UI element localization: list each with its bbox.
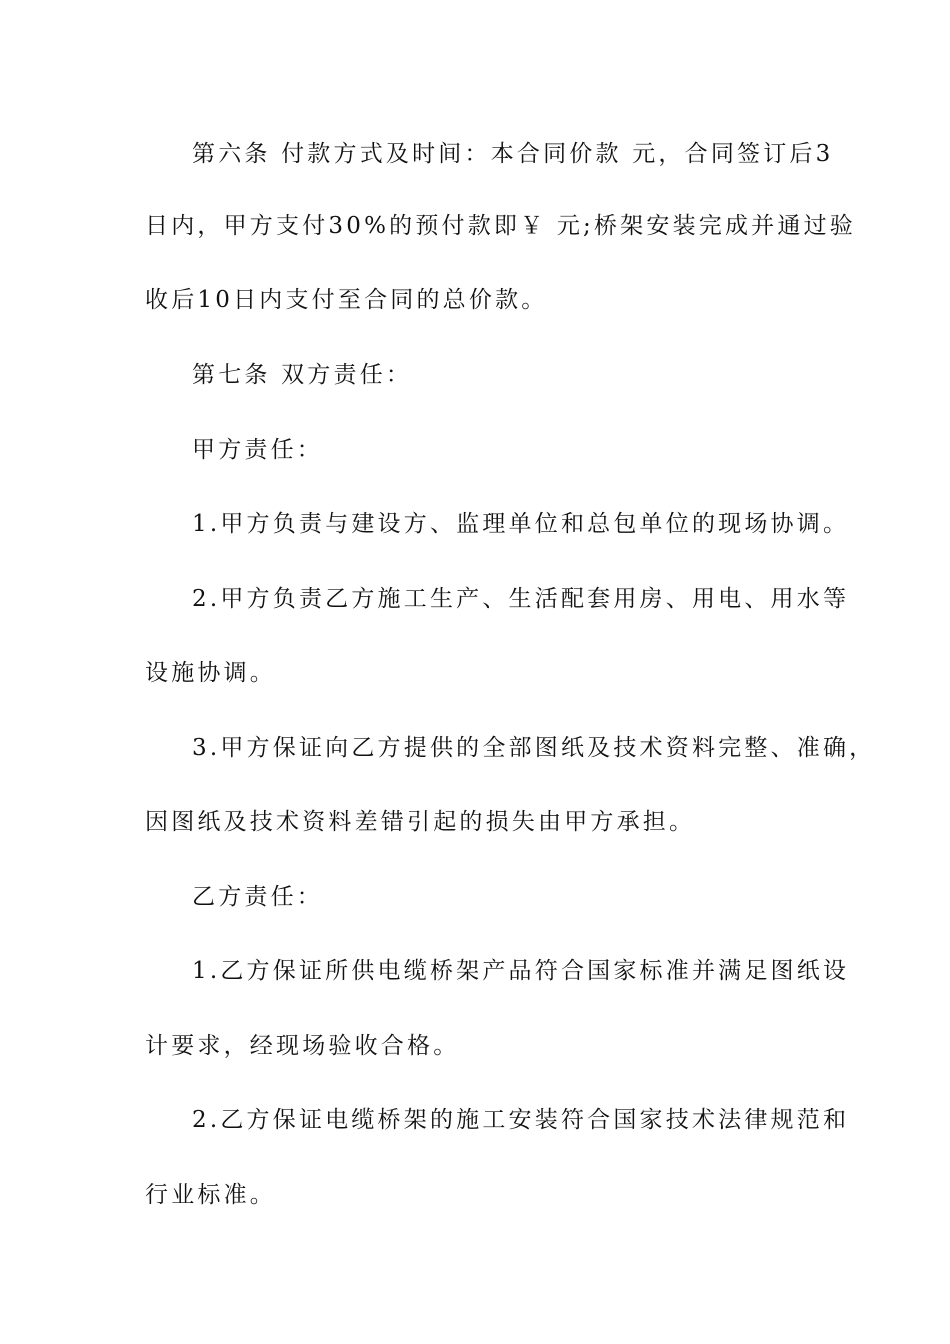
party-b-heading: 乙方责任： (192, 884, 323, 910)
article-6-line-1: 第六条 付款方式及时间：本合同价款 元，合同签订后3 (192, 141, 834, 167)
party-a-item-3-line-1: 3.甲方保证向乙方提供的全部图纸及技术资料完整、准确， (192, 735, 876, 761)
party-b-item-2-line-2: 行业标准。 (145, 1182, 276, 1208)
party-b-item-1-line-1: 1.乙方保证所供电缆桥架产品符合国家标准并满足图纸设 (192, 958, 850, 984)
party-b-item-2-line-1: 2.乙方保证电缆桥架的施工安装符合国家技术法律规范和 (192, 1107, 850, 1133)
article-6-line-3: 收后10日内支付至合同的总价款。 (145, 287, 548, 313)
party-a-item-1: 1.甲方负责与建设方、监理单位和总包单位的现场协调。 (192, 511, 850, 537)
party-b-item-1-line-2: 计要求，经现场验收合格。 (145, 1033, 460, 1059)
party-a-item-2-line-2: 设施协调。 (145, 660, 276, 686)
party-a-heading: 甲方责任： (192, 437, 323, 463)
article-6-line-2: 日内，甲方支付30%的预付款即￥ 元;桥架安装完成并通过验 (145, 213, 856, 239)
party-a-item-2-line-1: 2.甲方负责乙方施工生产、生活配套用房、用电、用水等 (192, 586, 850, 612)
article-7-heading: 第七条 双方责任： (192, 362, 413, 388)
party-a-item-3-line-2: 因图纸及技术资料差错引起的损失由甲方承担。 (145, 809, 696, 835)
